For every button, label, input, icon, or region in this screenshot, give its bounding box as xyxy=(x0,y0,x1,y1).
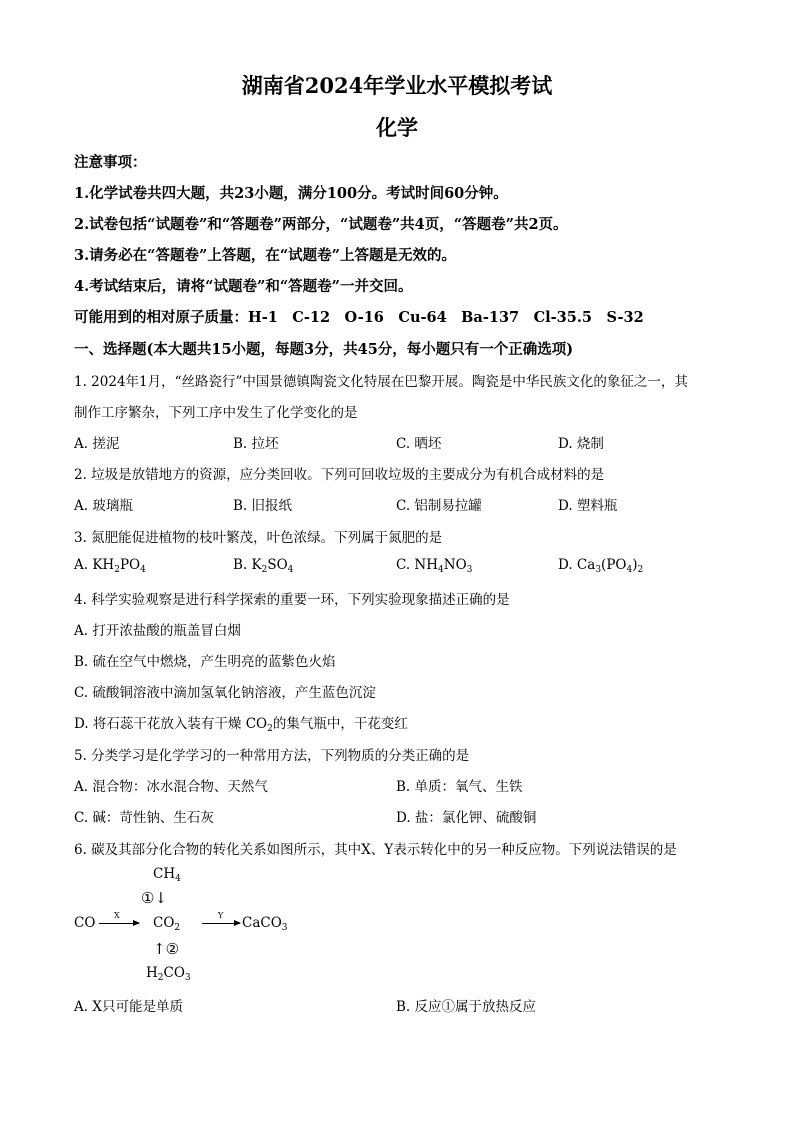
question-3-option-b: B. $K_2SO_4$ xyxy=(233,557,294,575)
question-2-option-c: C. 铝制易拉罐 xyxy=(396,498,482,514)
question-3-option-d: D. $Ca_3(PO_4)_2$ xyxy=(558,557,644,575)
question-2-stem: 2. 垃圾是放错地方的资源，应分类回收。下列可回收垃圾的主要成分为有机合成材料的是 xyxy=(74,467,605,483)
question-5-option-b: B. 单质：氧气、生铁 xyxy=(396,779,523,795)
question-6-stem: 6. 碳及其部分化合物的转化关系如图所示，其中X、Y表示转化中的另一种反应物。下列说法错误的是 xyxy=(74,842,677,858)
question-4-option-c: C. 硫酸铜溶液中滴加氢氧化钠溶液，产生蓝色沉淀 xyxy=(74,685,376,701)
reactant-y-label: Y xyxy=(218,911,224,920)
co2-label: $CO_2$ xyxy=(153,915,181,933)
question-4-option-a: A. 打开浓盐酸的瓶盖冒白烟 xyxy=(74,623,241,639)
h2co3-label: $H_2CO_3$ xyxy=(146,965,191,983)
question-4-option-d: D. 将石蕊干花放入装有干燥 $CO_2$的集气瓶中，干花变红 xyxy=(74,716,408,734)
reactant-x-label: X xyxy=(114,911,120,920)
arrow-right-x xyxy=(99,923,139,924)
question-3-option-a: A. $KH_2PO_4$ xyxy=(74,557,146,575)
note-item: 4.考试结束后，请将“试题卷”和“答题卷”一并交回。 xyxy=(74,278,413,295)
question-3-option-c: C. $NH_4NO_3$ xyxy=(396,557,473,575)
question-4-stem: 4. 科学实验观察是进行科学探索的重要一环，下列实验现象描述正确的是 xyxy=(74,592,510,608)
question-5-stem: 5. 分类学习是化学学习的一种常用方法，下列物质的分类正确的是 xyxy=(74,748,470,764)
question-1-option-a: A. 搓泥 xyxy=(74,436,120,452)
step-2-arrow: ↑② xyxy=(153,940,180,958)
question-2-option-b: B. 旧报纸 xyxy=(233,498,293,514)
page-title: 湖南省2024年学业水平模拟考试 xyxy=(241,73,553,98)
question-2-option-d: D. 塑料瓶 xyxy=(558,498,618,514)
question-5-option-a: A. 混合物：冰水混合物、天然气 xyxy=(74,779,268,795)
section-heading: 一、选择题(本大题共15小题，每题3分，共45分，每小题只有一个正确选项) xyxy=(74,341,574,358)
subject-title: 化学 xyxy=(376,115,418,140)
question-1-stem: 1. 2024年1月，“丝路瓷行”中国景德镇陶瓷文化特展在巴黎开展。陶瓷是中华民族文化的象征之一，其 xyxy=(74,374,688,390)
question-1-option-d: D. 烧制 xyxy=(558,436,604,452)
arrow-right-y xyxy=(202,923,240,924)
caco3-label: CaCO$_3$ xyxy=(242,915,288,933)
ch4-label: $CH_4$ xyxy=(153,866,181,884)
question-5-option-c: C. 碱：苛性钠、生石灰 xyxy=(74,810,214,826)
note-item: 3.请务必在“答题卷”上答题，在“试题卷”上答题是无效的。 xyxy=(74,247,456,264)
question-3-stem: 3. 氮肥能促进植物的枝叶繁茂，叶色浓绿。下列属于氮肥的是 xyxy=(74,530,443,546)
note-item: 1.化学试卷共四大题，共23小题，满分100分。考试时间60分钟。 xyxy=(74,185,508,202)
question-4-option-b: B. 硫在空气中燃烧，产生明亮的蓝紫色火焰 xyxy=(74,654,336,670)
step-1-arrow: ①↓ xyxy=(141,889,168,907)
question-2-option-a: A. 玻璃瓶 xyxy=(74,498,133,514)
question-6-option-b: B. 反应①属于放热反应 xyxy=(396,999,537,1015)
question-1-stem-cont: 制作工序繁杂，下列工序中发生了化学变化的是 xyxy=(74,405,358,421)
notes-heading: 注意事项： xyxy=(74,154,147,171)
question-6-option-a: A. X只可能是单质 xyxy=(74,999,183,1015)
atomic-masses: 可能用到的相对原子质量：H-1 C-12 O-16 Cu-64 Ba-137 Cl-35.5 S-32 xyxy=(74,309,644,326)
co-label: CO xyxy=(74,915,96,931)
question-5-option-d: D. 盐：氯化钾、硫酸铜 xyxy=(396,810,537,826)
note-item: 2.试卷包括“试题卷”和“答题卷”两部分，“试题卷”共4页，“答题卷”共2页。 xyxy=(74,216,568,233)
question-1-option-b: B. 拉坯 xyxy=(233,436,279,452)
question-1-option-c: C. 晒坯 xyxy=(396,436,442,452)
